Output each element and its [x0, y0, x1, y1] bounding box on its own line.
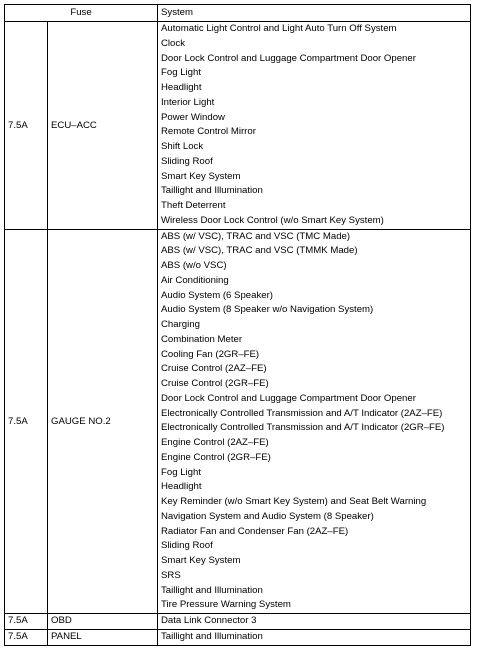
system-item: Headlight	[161, 481, 202, 493]
system-item: Data Link Connector 3	[161, 615, 257, 626]
system-item: Automatic Light Control and Light Auto Turn Off System	[161, 23, 397, 34]
system-item: Taillight and Illumination	[161, 584, 263, 596]
system-item: Cooling Fan (2GR–FE)	[161, 348, 260, 360]
system-item: Combination Meter	[161, 333, 243, 345]
system-item: Wireless Door Lock Control (w/o Smart Key System)	[161, 214, 384, 226]
system-item: Taillight and Illumination	[161, 630, 263, 642]
system-item: Cruise Control (2GR–FE)	[161, 378, 269, 389]
system-item: Tire Pressure Warning System	[161, 599, 291, 611]
system-item: Fog Light	[161, 67, 202, 79]
system-item: ABS (w/ VSC), TRAC and VSC (TMMK Made)	[161, 245, 358, 257]
system-item: Door Lock Control and Luggage Compartment Door Opener	[161, 52, 416, 64]
table-row	[5, 22, 471, 230]
system-item: Audio System (6 Speaker)	[161, 289, 273, 301]
fuse-table-container	[4, 4, 471, 646]
system-item: Clock	[161, 37, 185, 49]
fuse-column-header: Fuse	[5, 5, 158, 22]
system-item: Remote Control Mirror	[161, 126, 256, 138]
system-item: Power Window	[161, 111, 225, 123]
fuse-system-table	[4, 4, 471, 646]
system-item: Charging	[161, 319, 200, 330]
system-item: Electronically Controlled Transmission and A/T Indicator (2AZ–FE)	[161, 407, 443, 419]
system-item: Interior Light	[161, 96, 215, 108]
system-list	[158, 22, 471, 230]
system-item: Taillight and Illumination	[161, 185, 263, 197]
fuse-amperage: 7.5A	[5, 22, 48, 230]
system-item: Engine Control (2AZ–FE)	[161, 437, 269, 448]
system-item: Smart Key System	[161, 170, 241, 182]
system-item: Door Lock Control and Luggage Compartment Door Opener	[161, 392, 416, 404]
system-item: Smart Key System	[161, 555, 241, 566]
system-item: Radiator Fan and Condenser Fan (2AZ–FE)	[161, 525, 349, 537]
system-item: Shift Lock	[161, 141, 204, 152]
fuse-amperage: 7.5A	[5, 629, 48, 645]
system-item: Engine Control (2GR–FE)	[161, 451, 271, 463]
table-body	[5, 22, 471, 646]
fuse-name: PANEL	[48, 629, 158, 645]
system-item: Cruise Control (2AZ–FE)	[161, 363, 267, 375]
table-row	[5, 629, 471, 645]
system-list	[158, 614, 471, 630]
system-item: Theft Deterrent	[161, 200, 226, 211]
fuse-amperage: 7.5A	[5, 229, 48, 614]
system-list	[158, 229, 471, 614]
system-item: Navigation System and Audio System (8 Speaker)	[161, 510, 374, 522]
system-item: Fog Light	[161, 466, 202, 478]
fuse-name: GAUGE NO.2	[48, 229, 158, 614]
system-item: Sliding Roof	[161, 155, 213, 167]
system-item: SRS	[161, 569, 181, 581]
system-list	[158, 629, 471, 645]
system-item: ABS (w/ VSC), TRAC and VSC (TMC Made)	[161, 230, 351, 242]
fuse-amperage: 7.5A	[5, 614, 48, 630]
table-row	[5, 229, 471, 614]
fuse-name: OBD	[48, 614, 158, 630]
table-header-row	[5, 5, 471, 22]
fuse-name: ECU–ACC	[48, 22, 158, 230]
system-item: Electronically Controlled Transmission and A/T Indicator (2GR–FE)	[161, 422, 445, 434]
system-item: Sliding Roof	[161, 540, 213, 552]
system-item: Headlight	[161, 82, 202, 93]
system-item: ABS (w/o VSC)	[161, 260, 227, 271]
system-item: Air Conditioning	[161, 274, 229, 286]
table-row	[5, 614, 471, 630]
system-item: Audio System (8 Speaker w/o Navigation System)	[161, 304, 374, 316]
system-column-header: System	[158, 5, 471, 22]
system-item: Key Reminder (w/o Smart Key System) and Seat Belt Warning	[161, 496, 427, 507]
